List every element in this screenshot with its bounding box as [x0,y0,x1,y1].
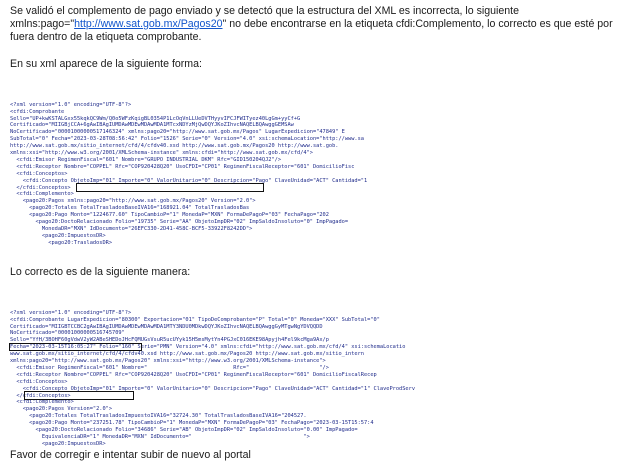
right-xml-line: <pago20:Pago Monto="237251.78" TipoCambioP="1" MonedaP="MXN" FormaDePagoP="03" FechaPago="2023-03-15T15:57:4 [10,420,374,427]
wrong-xml-line: <?xml version="1.0" encoding="UTF-8"?> [10,101,132,108]
wrong-xml-line: <pago20:Pagos xmlns:pago20="http://www.sat.gob.mx/Pagos20" Version="2.0"> [10,198,256,205]
wrong-xml-line: SubTotal="0" Fecha="2023-03-28T08:56:42" Folio="1526" Serie="0" Version="4.0" xsi:schemaLocation="http://www.sa [10,136,364,143]
right-xml-line: <cfdi:Concepto ObjetoImp="01" Importe="0" ValorUnitario="0" Descripcion="Pago" ClaveUnidad="ACT" Cantidad="1" ClaveProdServ [10,385,416,392]
wrong-xml-line: http://www.sat.gob.mx/sitio_internet/cfd/4/cfdv40.xsd http://www.sat.gob.mx/Pagos20 http://www.sat.gob. [10,143,339,150]
wrong-xml-line: </cfdi:Conceptos> [10,184,71,191]
right-xml-line: <cfdi:Conceptos> [10,378,68,385]
right-xml-line: Sello="YfH/3BOHF60gVdwV2yW2ABeSHEDoJHcFQMUGsVsuR5ucUYyk15H5msMytYn4PGJxC016EKE98Apyjh4Fel9kcMga9Ax/p [10,337,329,344]
right-xml-line: <pago20:Pagos Version="2.0"> [10,406,113,413]
right-xml-line: Certificado="MIIGBTCCBC2gAwIBAgIUMDAwMDEwMDAwMDA1MTY3NDU0MDkwDQYJKoZIhvcNAQELBQAwggGyMTgwNgYDVQQDD [10,323,323,330]
right-xml-line: <cfdi:Emisor RegimenFiscal="601" Nombre=" Rfc=" "/> [10,364,329,371]
right-xml-line: Fecha="2023-03-15T16:05:27" Folio="160" Serie="PMN" Version="4.0" xmlns:cfdi="http://www.sat.gob.mx/cfd/4" xsi:schemaLocatio [10,344,406,351]
section-right-label: Lo correcto es de la siguiente manera: [10,266,191,278]
closing-paragraph: Favor de corregir e intentar subir de nuevo al portal [10,449,251,461]
intro-text-after: " no debe encontrarse en la etiqueta cfdi:Complemento, lo correcto es que esté por fuera dentro de la etiqueta comprobante. [10,18,613,43]
wrong-xml-line: NoCertificado="00001000000517146324" xmlns:pago20="http://www.sat.gob.mx/Pagos" LugarExpedicion="47849" E [10,129,345,136]
right-xml-line: <cfdi:Comprobante LugarExpedicion="80300" Exportacion="01" TipoDeComprobante="P" Total="0" Moneda="XXX" SubTotal="0" [10,316,380,323]
wrong-xml-line: <cfdi:Concepto ObjetoImp="01" Importe="0" ValorUnitario="0" Descripcion="Pago" ClaveUnidad="ACT" Cantidad="1 [10,177,368,184]
wrong-xml-line: xmlns:xsi="http://www.w3.org/2001/XMLSchema-instance" xmlns:cfdi="http://www.sat.gob.mx/cfd/4"> [10,150,313,157]
wrong-xml-line: <cfdi:Complemento> [10,191,74,198]
wrong-xml-screenshot [10,88,610,246]
wrong-xml-line: <pago20:Pago Monto="1224677.60" TipoCambioP="1" MonedaP="MXN" FormaDePagoP="03" FechaPago="202 [10,212,329,219]
right-xml-line: <cfdi:Receptor Nombre="COPPEL" Rfc="COP920428Q20" UsoCFDI="CP01" RegimenFiscalReceptor="601" DomicilioFiscalRecep [10,371,377,378]
wrong-xml-line: <pago20:Totales TotalTrasladosBaseIVA16="168921.04" TotalTrasladosBas [10,205,250,212]
right-xml-line: EquivalenciaDR="1" MonedaDR="MXN" IdDocumento=" "> [10,433,310,440]
right-xml-line: www.sat.gob.mx/sitio_internet/cfd/4/cfdv40.xsd http://www.sat.gob.mx/Pagos20 http://www.sat.gob.mx/sitio_intern [10,351,364,358]
wrong-xml-line: Certificado="MIIGBjCCA+6gAwIBAgIUMDAwMDEwMDAwMDA1MTcxNDYzMjQwDQYJKoZIhvcNAQELBQAwggGEMSAw [10,122,294,129]
wrong-xml-line: <cfdi:Receptor Nombre="COPPEL" Rfc="COP920428Q20" UsoCFDI="CP01" RegimenFiscalReceptor="601" DomicilioFisc [10,163,355,170]
right-xml-line: <pago20:ImpuestosDR> [10,440,106,447]
wrong-xml-line: MonedaDR="MXN" IdDocumento="26EFC330-2D41-458C-BCF5-33922F8242DD"> [10,225,253,232]
wrong-xml-line: <cfdi:Conceptos> [10,170,68,177]
wrong-xml-line: <pago20:ImpuestosDR> [10,232,106,239]
wrong-highlight-box [76,183,264,192]
right-xml-line: </cfdi:Conceptos> [10,392,71,399]
right-xml-line: <pago20:Totales TotalTrasladosImpuestoIVA16="32724.30" TotalTrasladosBaseIVA16="204527. [10,413,307,420]
right-xml-line: xmlns:pago20="http://www.sat.gob.mx/Pagos20" xmlns:xsi="http://www.w3.org/2001/XMLSchema-instance"> [10,358,326,365]
wrong-xml-line: <pago20:DoctoRelacionado Folio="19735" Serie="AA" ObjetoImpDR="02" ImpSaldoInsoluto="0" ImpPagado= [10,218,349,225]
right-xml-line: <cfdi:Complemento> [10,399,74,406]
right-xml-line: NoCertificado="00001000000516745709" [10,330,125,337]
wrong-xml-line: <pago20:TrasladosDR> [10,239,113,246]
intro-paragraph [10,5,614,44]
right-highlight-box-pagos [24,391,134,400]
pagos20-link[interactable]: http://www.sat.gob.mx/Pagos20 [74,18,223,30]
section-wrong-label: En su xml aparece de la siguiente forma: [10,58,202,70]
wrong-xml-line: <cfdi:Comprobante [10,108,65,115]
intro-text-before: Se validó el complemento de pago enviado y se detectó que la estructura del XML es incorrecta, lo siguiente xmlns:pago=" [10,5,519,30]
wrong-xml-line: Sello="UP+kwKSTALGxx55kqkQC9Wm/Q0o5WFzKqigBL0354P1LcOqVnLLUeDVTHyyvIFCJFWITyez40LgGm+yyCf+G [10,115,301,122]
right-xml-screenshot [10,296,610,447]
right-highlight-box-namespace [9,343,142,351]
right-xml-line: <?xml version="1.0" encoding="UTF-8"?> [10,309,132,316]
wrong-xml-line: <cfdi:Emisor RegimenFiscal="601" Nombre="GRUPO INDUSTRIAL DKM" Rfc="GID150204QJ2"/> [10,156,282,163]
right-xml-line: <pago20:DoctoRelacionado Folio="34686" Serie="AB" ObjetoImpDR="02" ImpSaldoInsoluto="0.00" ImpPagado= [10,426,358,433]
